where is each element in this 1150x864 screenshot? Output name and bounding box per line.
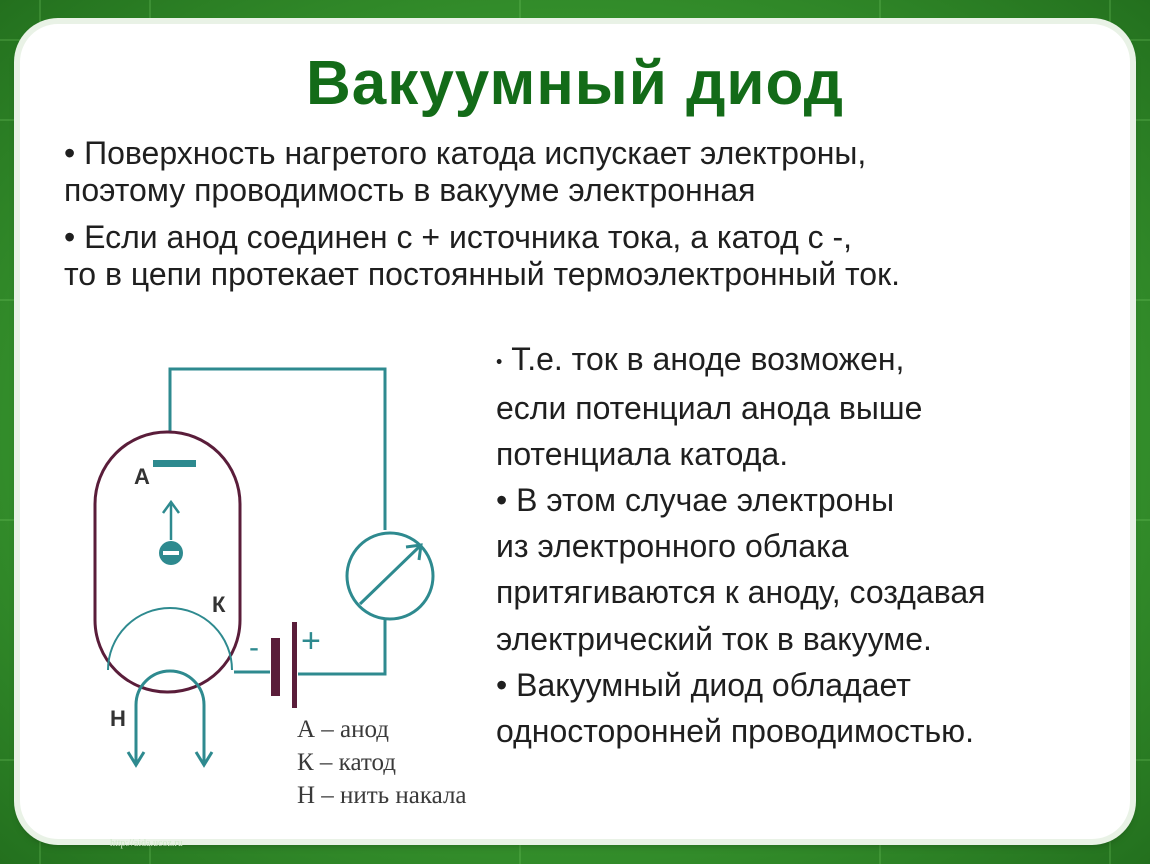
explanation-line: из электронного облака [496, 528, 849, 565]
label-filament: Н [110, 706, 126, 731]
diagram-legend [297, 713, 467, 812]
label-cathode: К [212, 592, 226, 617]
explanation-line: электрический ток в вакууме. [496, 620, 932, 657]
bullet-2-marker: • [64, 219, 76, 255]
explanation-line: односторонней проводимостью. [496, 713, 975, 750]
battery-positive-plate [292, 622, 297, 708]
legend-filament: Н – нить накала [297, 782, 467, 809]
explanation-line: притягиваются к аноду, создавая [496, 574, 986, 611]
electron-sign [163, 551, 179, 555]
explanation-line: Т.е. ток в аноде возможен, [511, 341, 905, 377]
anode-plate [153, 460, 196, 467]
battery-minus-sign: - [249, 631, 259, 664]
electron-arrow [163, 502, 179, 540]
legend-anode: А – анод [297, 716, 390, 743]
filament [128, 671, 212, 765]
bullet-1-marker: • [64, 135, 76, 171]
legend-cathode: К – катод [297, 749, 396, 776]
explanation-line: • В этом случае электроны [496, 482, 895, 519]
slide-title: Вакуумный диод [306, 49, 844, 118]
explanation-line: • Вакуумный диод обладает [496, 666, 911, 703]
battery-plus-sign: + [301, 622, 321, 660]
battery-negative-plate [271, 638, 280, 696]
bullet-1-line1: Поверхность нагретого катода испускает электроны, [84, 135, 867, 171]
bullet-1-line2: поэтому проводимость в вакууме электронная [64, 172, 756, 208]
bullet-2-line1: Если анод соединен с + источника тока, а катод с -, [84, 219, 853, 255]
explanation-bullet: • [496, 351, 503, 372]
cathode-arc [108, 608, 232, 670]
circuit-wires [170, 369, 385, 674]
bullet-2-line2: то в цепи протекает постоянный термоэлектронный ток. [64, 256, 900, 292]
label-anode: А [134, 464, 150, 489]
explanation-line: потенциала катода. [496, 435, 789, 472]
footer-url: http://aida.ucoz.ru [110, 838, 183, 849]
explanation-line: если потенциал анода выше [496, 389, 923, 426]
